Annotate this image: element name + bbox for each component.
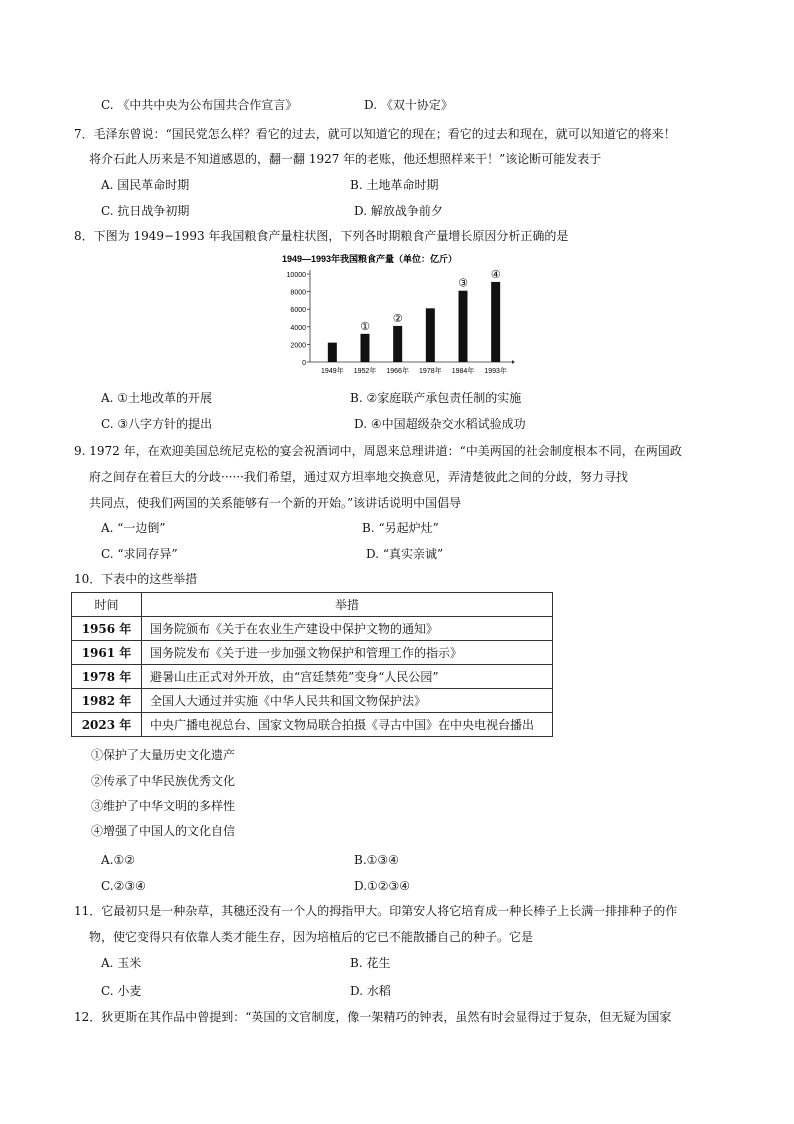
q11-stem-line2: 物，使它变得只有依靠人类才能生存，因为培植后的它已不能散播自己的种子。它是 bbox=[89, 930, 534, 944]
q9-stem-line2: 府之间存在着巨大的分歧······我们希望，通过双方坦率地交换意见，弄清楚彼此之间的分歧，努力寻找 bbox=[89, 470, 628, 484]
row-year: 1982 年 bbox=[72, 689, 142, 713]
bar-marker: ③ bbox=[458, 276, 468, 290]
q7-stem-line1: 7．毛泽东曾说：“国民党怎么样？看它的过去，就可以知道它的现在；看它的过去和现在，就可以知道它的将来！ bbox=[74, 127, 676, 141]
x-tick-label: 1978年 bbox=[419, 368, 442, 375]
row-measure: 中央广播电视总台、国家文物局联合拍摄《寻古中国》在中央电视台播出 bbox=[142, 713, 553, 737]
q9-option-d: D. “真实亲诚” bbox=[366, 547, 444, 561]
x-tick-label: 1993年 bbox=[484, 368, 507, 375]
q9-stem-line3: 共同点，使我们两国的关系能够有一个新的开始。”该讲话说明中国倡导 bbox=[89, 496, 462, 510]
bar bbox=[393, 326, 402, 362]
q11-option-c: C. 小麦 bbox=[101, 984, 142, 998]
row-measure: 国务院颁布《关于在农业生产建设中保护文物的通知》 bbox=[142, 617, 553, 641]
bar bbox=[361, 334, 370, 362]
q11-option-b: B. 花生 bbox=[350, 956, 391, 970]
x-tick-label: 1984年 bbox=[451, 368, 475, 375]
row-year: 2023 年 bbox=[72, 713, 142, 737]
q8-option-a: A. ①土地改革的开展 bbox=[101, 391, 213, 405]
x-tick-label: 1952年 bbox=[353, 368, 377, 375]
bar bbox=[459, 291, 468, 362]
q9-option-b: B. “另起炉灶” bbox=[362, 521, 439, 535]
row-year: 1978 年 bbox=[72, 665, 142, 689]
bar bbox=[491, 282, 500, 362]
table-header-row bbox=[72, 593, 553, 617]
q10-option-a: A.①② bbox=[101, 853, 135, 867]
header-measure: 举措 bbox=[142, 593, 553, 617]
table-row bbox=[72, 713, 553, 737]
grain-output-chart bbox=[280, 250, 516, 380]
q9-option-c: C. “求同存异” bbox=[101, 547, 178, 561]
q7-option-d: D. 解放战争前夕 bbox=[354, 204, 443, 218]
bar bbox=[426, 308, 435, 362]
q10-option-b: B.①③④ bbox=[354, 853, 399, 867]
row-year: 1961 年 bbox=[72, 641, 142, 665]
measures-table bbox=[71, 592, 553, 737]
q8-option-b: B. ②家庭联产承包责任制的实施 bbox=[350, 391, 522, 405]
q7-stem-line2: 将介石此人历来是不知道感恩的，翻一翻 1927 年的老账，他还想照样来干！”该论断可能发表于 bbox=[89, 152, 602, 166]
x-tick-label: 1966年 bbox=[386, 368, 409, 375]
q7-option-b: B. 土地革命时期 bbox=[350, 178, 439, 192]
y-tick-label: 10000 bbox=[286, 272, 306, 279]
q8-stem: 8．下图为 1949−1993 年我国粮食产量柱状图，下列各时期粮食产量增长原因分析正确的是 bbox=[74, 229, 569, 243]
row-measure: 全国人大通过并实施《中华人民共和国文物保护法》 bbox=[142, 689, 553, 713]
q10-item-4: ④增强了中国人的文化自信 bbox=[91, 824, 236, 838]
chart-bars bbox=[321, 268, 507, 375]
row-measure: 国务院发布《关于进一步加强文物保护和管理工作的指示》 bbox=[142, 641, 553, 665]
bar-marker: ② bbox=[392, 311, 403, 325]
q6-option-d: D. 《双十协定》 bbox=[364, 98, 453, 112]
q7-option-a: A. 国民革命时期 bbox=[101, 178, 190, 192]
q9-stem-line1: 9. 1972 年，在欢迎美国总统尼克松的宴会祝酒词中，周恩来总理讲道：“中美两国的社会制度根本不同，在两国政 bbox=[74, 444, 682, 458]
chart-title: 1949—1993年我国粮食产量（单位：亿斤） bbox=[282, 254, 458, 264]
header-time: 时间 bbox=[72, 593, 142, 617]
y-tick-label: 4000 bbox=[290, 324, 306, 332]
y-tick-label: 0 bbox=[302, 360, 306, 367]
q10-item-1: ①保护了大量历史文化遗产 bbox=[91, 748, 236, 762]
q10-option-d: D.①②③④ bbox=[354, 879, 411, 893]
x-axis-arrow bbox=[512, 360, 515, 364]
q10-option-c: C.②③④ bbox=[101, 879, 146, 893]
q10-stem: 10．下表中的这些举措 bbox=[74, 572, 198, 586]
table-row bbox=[72, 689, 553, 713]
bar-marker: ① bbox=[360, 319, 370, 333]
table-row bbox=[72, 641, 553, 665]
bar bbox=[328, 343, 337, 362]
y-tick-label: 6000 bbox=[290, 307, 306, 315]
y-tick-label: 2000 bbox=[290, 342, 306, 350]
x-tick-label: 1949年 bbox=[321, 368, 344, 375]
q7-option-c: C. 抗日战争初期 bbox=[101, 204, 190, 218]
table-row bbox=[72, 665, 553, 689]
y-tick-label: 8000 bbox=[290, 289, 306, 297]
q8-option-d: D. ④中国超级杂交水稻试验成功 bbox=[354, 417, 526, 431]
q10-item-3: ③维护了中华文明的多样性 bbox=[91, 799, 236, 813]
bar-marker: ④ bbox=[490, 267, 501, 281]
q11-option-a: A. 玉米 bbox=[101, 956, 142, 970]
q6-option-c: C. 《中共中央为公布国共合作宣言》 bbox=[101, 98, 298, 112]
q12-stem-line1: 12．狄更斯在其作品中曾提到：“英国的文官制度，像一架精巧的钟表，虽然有时会显得过于复杂，但无疑为国家 bbox=[74, 1010, 672, 1024]
q9-option-a: A. “一边倒” bbox=[101, 521, 166, 535]
q8-option-c: C. ③八字方针的提出 bbox=[101, 417, 213, 431]
q11-option-d: D. 水稻 bbox=[350, 984, 391, 998]
table-row bbox=[72, 617, 553, 641]
q10-item-2: ②传承了中华民族优秀文化 bbox=[91, 774, 236, 788]
row-measure: 避暑山庄正式对外开放，由“宫廷禁苑”变身“人民公园” bbox=[142, 665, 553, 689]
q11-stem-line1: 11．它最初只是一种杂草，其穗还没有一个人的拇指甲大。印第安人将它培育成一种长棒子上长满一排排种子的作 bbox=[74, 904, 678, 918]
row-year: 1956 年 bbox=[72, 617, 142, 641]
